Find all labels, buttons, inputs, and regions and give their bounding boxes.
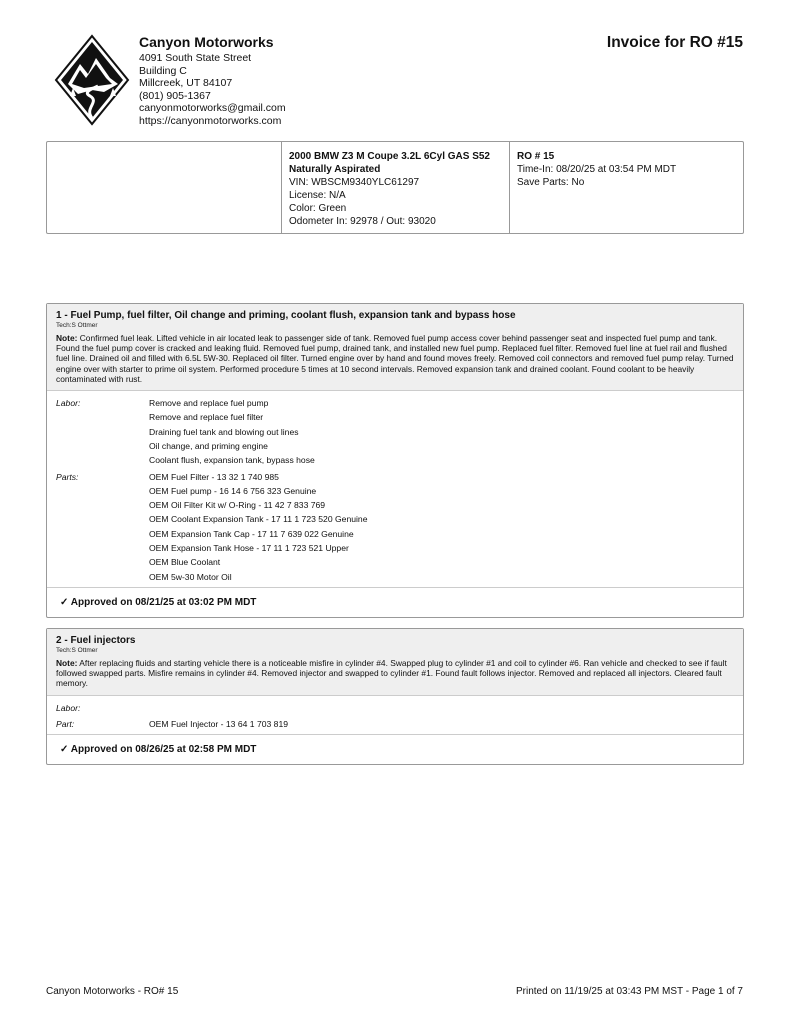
- vehicle-title: 2000 BMW Z3 M Coupe 3.2L 6Cyl GAS S52: [289, 151, 490, 162]
- job-body: [47, 391, 743, 587]
- approval-status: ✓ Approved on 08/21/25 at 03:02 PM MDT: [47, 587, 743, 617]
- labor-label: Labor:: [56, 702, 81, 713]
- ro-column: [510, 142, 743, 233]
- vehicle-column: [282, 142, 510, 233]
- part-item: OEM Expansion Tank Cap - 17 11 7 639 022 Genuine: [149, 528, 354, 539]
- shop-info: [139, 34, 286, 128]
- shop-address-line: Millcreek, UT 84107: [139, 77, 233, 90]
- part-item: OEM Expansion Tank Hose - 17 11 1 723 521 Upper: [149, 542, 349, 553]
- ro-save-parts: Save Parts: No: [517, 177, 585, 188]
- shop-email: canyonmotorworks@gmail.com: [139, 102, 286, 115]
- labor-list: [149, 396, 315, 467]
- vehicle-color: Color: Green: [289, 203, 347, 214]
- shop-name: Canyon Motorworks: [139, 34, 274, 50]
- job-card: [46, 303, 744, 618]
- note-label: Note:: [56, 658, 78, 668]
- labor-item: Coolant flush, expansion tank, bypass hose: [149, 455, 315, 466]
- shop-phone: (801) 905-1367: [139, 89, 211, 102]
- shop-address-line: Building C: [139, 64, 187, 77]
- parts-list: [149, 470, 368, 584]
- labor-row: [56, 396, 734, 467]
- note-label: Note:: [56, 333, 78, 343]
- job-body: [47, 696, 743, 735]
- job-header: [47, 304, 743, 391]
- job-title: 1 - Fuel Pump, fuel filter, Oil change and priming, coolant flush, expansion tank and bypass hose: [56, 310, 516, 321]
- customer-column: [47, 142, 282, 233]
- labor-item: Remove and replace fuel pump: [149, 398, 269, 409]
- labor-row: [56, 701, 734, 715]
- parts-list: [149, 717, 288, 731]
- job-tech: Tech:S Ottmer: [56, 322, 98, 329]
- job-tech: Tech:S Ottmer: [56, 647, 98, 654]
- shop-address-line: 4091 South State Street: [139, 52, 252, 64]
- job-title: 2 - Fuel injectors: [56, 635, 136, 646]
- part-item: OEM Fuel pump - 16 14 6 756 323 Genuine: [149, 485, 317, 496]
- note-text: After replacing fluids and starting vehicle there is a noticeable misfire in cylinder #4. Swapped plug to cylinder #1 and coil to cylinder #6. Ran vehicle and checked to see if fault followed swapped parts. Misfire remains in cylinder #4. Removed injector and swapped to cylinder #1. Found fault follows injector. Removed and replaced all injectors. Cleared fault memory.: [56, 658, 727, 689]
- ro-time-in: Time-In: 08/20/25 at 03:54 PM MDT: [517, 164, 677, 175]
- job-note: [56, 333, 734, 384]
- note-text: Confirmed fuel leak. Lifted vehicle in air located leak to passenger side of tank. Removed fuel pump access cover behind passenger seat and inspected fuel pump and tank. Found the fuel pump cover is cracked and leaking fluid. Removed fuel pump, drained tank, and installed new fuel pump. Replaced fuel filter. Removed fuel line at fuel rail and flushed fuel line. Drained oil and filled with 6.5L 5W-30. Replaced oil filter. Turned engine over by hand and found moves freely. Removed coil connectors and removed fuel pump relay. Turned engine over with starter to prime oil system. Performed procedure 5 times at 10 second intervals. Removed expansion tank and drained coolant. Found coolant to be heavily contaminated with rust.: [56, 333, 734, 384]
- job-note: [56, 658, 734, 689]
- vehicle-vin: VIN: WBSCM9340YLC61297: [289, 177, 420, 188]
- part-item: OEM Fuel Filter - 13 32 1 740 985: [149, 471, 279, 482]
- job-card: [46, 628, 744, 765]
- footer-left: Canyon Motorworks - RO# 15: [46, 986, 179, 997]
- shop-website: https://canyonmotorworks.com: [139, 114, 282, 127]
- footer-right: Printed on 11/19/25 at 03:43 PM MST - Page 1 of 7: [516, 986, 743, 997]
- parts-row: [56, 470, 734, 584]
- labor-item: Oil change, and priming engine: [149, 440, 268, 451]
- labor-item: Draining fuel tank and blowing out lines: [149, 426, 299, 437]
- part-item: OEM Oil Filter Kit w/ O-Ring - 11 42 7 833 769: [149, 500, 326, 511]
- approval-status: ✓ Approved on 08/26/25 at 02:58 PM MDT: [47, 734, 743, 764]
- canyon-logo: [54, 34, 130, 126]
- part-item: OEM 5w-30 Motor Oil: [149, 571, 232, 582]
- labor-label: Labor:: [56, 398, 81, 409]
- part-item: OEM Fuel Injector - 13 64 1 703 819: [149, 718, 289, 729]
- part-item: OEM Coolant Expansion Tank - 17 11 1 723 520 Genuine: [149, 514, 368, 525]
- job-header: [47, 629, 743, 696]
- parts-label: Parts:: [56, 471, 79, 482]
- labor-item: Remove and replace fuel filter: [149, 412, 264, 423]
- part-item: OEM Blue Coolant: [149, 557, 221, 568]
- ro-number: RO # 15: [517, 151, 555, 162]
- parts-row: [56, 717, 734, 731]
- vehicle-odometer: Odometer In: 92978 / Out: 93020: [289, 216, 436, 227]
- parts-label: Part:: [56, 718, 75, 729]
- vehicle-subtitle: Naturally Aspirated: [289, 164, 381, 175]
- vehicle-license: License: N/A: [289, 190, 346, 201]
- vehicle-info-box: [46, 141, 744, 234]
- invoice-title: Invoice for RO #15: [606, 34, 743, 51]
